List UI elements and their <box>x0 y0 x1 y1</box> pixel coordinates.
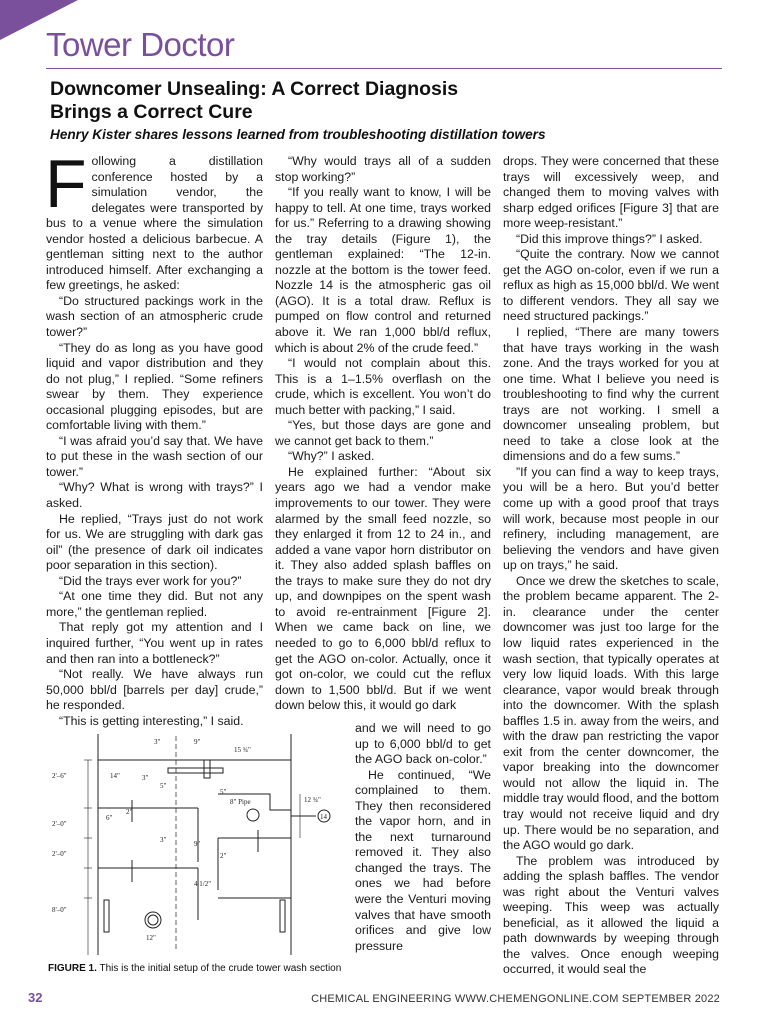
paragraph: “They do as long as you have good liquid and vapor distribution and they do not plug,” I replied. “Some refiners swear by them. They experience occasional plugging episodes, but are comfortable living with them.” <box>46 340 263 433</box>
paragraph: “Did this improve things?” I asked. <box>516 231 703 246</box>
dim-label: 12" <box>146 934 156 942</box>
support-leg-left <box>104 900 109 932</box>
paragraph: “Why? What is wrong with trays?” I asked. <box>46 480 263 511</box>
paragraph: “Why would trays all of a sudden stop working?” <box>275 154 491 184</box>
dim-label: 14" <box>110 772 120 780</box>
paragraph: “This is getting interesting,” I said. <box>59 713 244 728</box>
paragraph: “Not really. We have always run 50,000 bbl/d [barrels per day] crude,” he responded. <box>46 667 263 713</box>
dim-label: 8" Pipe <box>230 798 251 806</box>
dim-label: 3" <box>142 774 149 782</box>
column-1 <box>45 146 263 729</box>
footer-publication: CHEMICAL ENGINEERING WWW.CHEMENGONLINE.COM SEPTEMBER 2022 <box>311 993 720 1005</box>
dim-label: 4 1/2" <box>194 880 212 888</box>
dim-label: 2'–0" <box>52 820 67 828</box>
pipe-riser <box>204 760 210 778</box>
paragraph: “If you really want to know, I will be happy to tell. At one time, trays worked for us.” Referring to a drawing showing the tray details (Figure 1), the gentleman explained: “The 12-in. nozzle at the bottom is the tower feed. Nozzle 14 is the atmospheric gas oil (AGO). It is a total draw. Reflux is pumped on flow control and returned above it. We ran 1,000 bbl/d reflux, which is about 2% of the crude feed.” <box>275 185 491 355</box>
nozzle-14-circle <box>247 809 259 821</box>
paragraph: He continued, “We complained to them. They then reconsidered the vapor horn, and in the next turnaround removed it. They also changed the trays. The ones we had before were the Venturi moving valves that have smooth orifices and give low pressure <box>355 767 491 953</box>
page-number: 32 <box>28 990 43 1005</box>
dim-label: 15 ¾" <box>234 746 251 754</box>
paragraph: That reply got my attention and I inquired further, “You went up in rates and then ran into a bottleneck?” <box>46 620 263 666</box>
dim-label: 9" <box>194 738 201 746</box>
paragraph: “Yes, but those days are gone and we cannot get back to them.” <box>275 418 491 448</box>
feed-nozzle-outer <box>145 912 161 928</box>
figure-1-tray-drawing <box>48 730 348 960</box>
section-title: Tower Doctor <box>46 26 235 63</box>
paragraph: “Quite the contrary. Now we cannot get the AGO on-color, even if we run a reflux as high as 15,000 bbl/d. We went to different vendors. They all say we need structured packings.” <box>503 247 719 324</box>
dim-label: 14 <box>320 813 327 821</box>
paragraph: He explained further: “About six years ago we had a vendor make improvements to our tower. They were alarmed by the small feed nozzle, so they enlarged it from 12 to 24 in., and added a vane vapor horn distributor on it. They also added splash baffles on the trays to make sure they do not dry up, and downpipes on the spent wash to avoid re-entrainment [Figure 2]. When we came back on line, we needed to go to 6,000 bbl/d reflux to get the AGO on-color. Actually, once it got on-color, we could cut the reflux down to 1,500 bbl/d. But if we went down below this, it would go dark <box>275 464 491 713</box>
drop-cap: F <box>45 146 87 222</box>
paragraph: ”If you can find a way to keep trays, you will be a hero. But you’d better come up with a good proof that trays will work, because most people in our refinery, including management, are believing the vendors and have given up on trays,” he said. <box>503 464 719 573</box>
paragraph: “At one time they did. But not any more,” the gentleman replied. <box>46 589 263 619</box>
paragraph: I replied, “There are many towers that have trays working in the wash zone. And the trays worked for you at one time. What I believe you need is troubleshooting to find why the current trays are not working. I smell a downcomer unsealing problem, but need to take a close look at the dimensions and do a few sums.” <box>503 325 719 464</box>
dim-label: 5" <box>220 788 227 796</box>
article-deck: Henry Kister shares lessons learned from troubleshooting distillation towers <box>50 127 546 142</box>
paragraph: Once we drew the sketches to scale, the problem became apparent. The 2-in. clearance under the center downcomer was just too large for the low liquid rates experienced in the wash section, that typically operates at very low liquid loads. With this large clearance, vapor would break through into the downcomer. With the splash baffles 1.5 in. away from the weirs, and with the draw pan restricting the vapor exit from the center downcomer, the vapor breaking into the downcomer would not allow the liquid in. The middle tray would flood, and the bottom tray would not receive liquid and dry up. There would be no separation, and the AGO would go dark. <box>503 573 719 853</box>
column-2-continued <box>355 721 491 954</box>
support-leg-right <box>280 900 285 932</box>
dim-label: 6" <box>106 814 113 822</box>
dim-label: 9" <box>194 840 201 848</box>
dim-label: 5" <box>160 782 167 790</box>
paragraph: and we will need to go up to 6,000 bbl/d to get the AGO back on-color.” <box>355 721 491 767</box>
paragraph: “Do structured packings work in the wash section of an atmospheric crude tower?” <box>46 293 263 340</box>
paragraph: “I would not complain about this. This is a 1–1.5% overflash on the crude, which is excellent. You won’t do much better with packing,” I said. <box>275 356 491 417</box>
dim-label: 2'–0" <box>52 850 67 858</box>
figure-caption <box>48 963 348 975</box>
column-2 <box>275 154 491 714</box>
caption-text: This is the initial setup of the crude tower wash section <box>99 963 342 974</box>
paragraph: The problem was introduced by adding the splash baffles. The vendor was right about the Venturi valves weeping. This weep was actually beneficial, as it allowed the liquid a path downwards by weeping through the valves. Once enough weeping occurred, it would seal the <box>503 853 719 977</box>
headline-line-2: Brings a Correct Cure <box>50 101 253 123</box>
dim-label: 3" <box>160 836 167 844</box>
tray-schematic <box>48 730 348 960</box>
header-rule <box>46 68 722 69</box>
paragraph: “Why?” I asked. <box>288 449 375 464</box>
feed-nozzle-inner <box>148 915 158 925</box>
dim-label: 2" <box>220 852 227 860</box>
paragraph: ollowing a distillation conference hosted by a simulation vendor, the delegates were transported by bus to a venue where the simulation vendor hosted a delicious barbecue. A gentleman sitting next to the author introduced himself. After exchanging a few greetings, he asked: <box>46 154 263 293</box>
paragraph: drops. They were concerned that these trays will excessively weep, and changed them to moving valves with sharp edged orifices [Figure 3] that are more weep-resistant.” <box>503 154 719 231</box>
article-headline <box>50 78 650 124</box>
dim-label: 2'–6" <box>52 772 67 780</box>
dim-label: 3" <box>154 738 161 746</box>
dim-label: 8'–0" <box>52 906 67 914</box>
column-3 <box>503 154 719 978</box>
dim-label: 12 ¾" <box>304 796 321 804</box>
paragraph: He replied, “Trays just do not work for us. We are struggling with dark gas oil” (the presence of dark oil indicates poor separation in this section). <box>46 511 263 573</box>
paragraph: “Did the trays ever work for you?” <box>59 573 242 588</box>
paragraph: “I was afraid you’d say that. We have to put these in the wash section of our tower.” <box>46 433 263 479</box>
caption-label: FIGURE 1. <box>48 963 97 974</box>
headline-line-1: Downcomer Unsealing: A Correct Diagnosis <box>50 78 459 100</box>
dim-label: 2" <box>126 808 133 816</box>
